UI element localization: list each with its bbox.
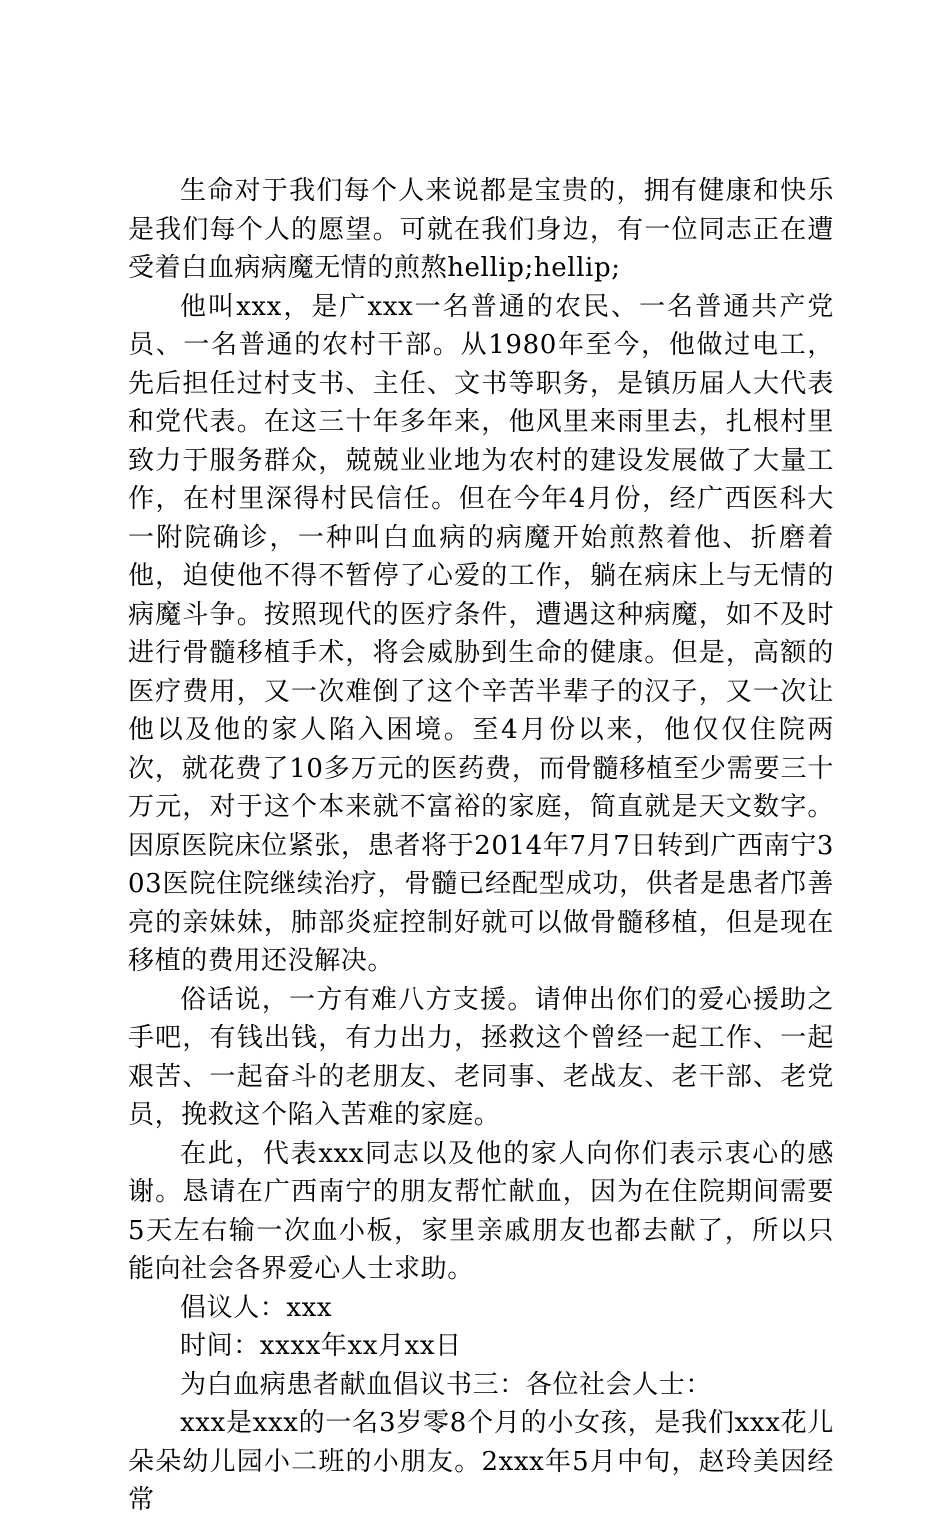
document-body — [128, 172, 834, 1520]
paragraph-intro: 生命对于我们每个人来说都是宝贵的，拥有健康和快乐是我们每个人的愿望。可就在我们身边，有一位同志正在遭受着白血病病魔无情的煎熬hellip;hellip; — [128, 176, 834, 283]
paragraph-patient-story: 他叫xxx，是广xxx一名普通的农民、一名普通共产党员、一名普通的农村干部。从1980年至今，他做过电工，先后担任过村支书、主任、文书等职务，是镇历届人大代表和党代表。在这三十年多年来，他风里来雨里去，扎根村里致力于服务群众，兢兢业业地为农村的建设发展做了大量工作，在村里深得村民信任。但在今年4月份，经广西医科大一附院确诊，一种叫白血病的病魔开始煎熬着他、折磨着他，迫使他不得不暂停了心爱的工作，躺在病床上与无情的病魔斗争。按照现代的医疗条件，遭遇这种病魔，如不及时进行骨髓移植手术，将会威胁到生命的健康。但是，高额的医疗费用，又一次难倒了这个辛苦半辈子的汉子，又一次让他以及他的家人陷入困境。至4月份以来，他仅仅住院两次，就花费了10多万元的医药费，而骨髓移植至少需要三十万元，对于这个本来就不富裕的家庭，简直就是天文数字。因原医院床位紧张，患者将于2014年7月7日转到广西南宁303医院住院继续治疗，骨髓已经配型成功，供者是患者邝善亮的亲妹妹，肺部炎症控制好就可以做骨髓移植，但是现在移植的费用还没解决。 — [128, 291, 834, 976]
initiator-line: 倡议人：xxx — [180, 1292, 333, 1323]
date-line: 时间：xxxx年xx月xx日 — [180, 1331, 462, 1361]
paragraph-second-story: xxx是xxx的一名3岁零8个月的小女孩，是我们xxx花儿朵朵幼儿园小二班的小朋友。2xxx年5月中旬，赵玲美因经常 — [128, 1408, 834, 1515]
paragraph-thanks: 在此，代表xxx同志以及他的家人向你们表示衷心的感谢。恳请在广西南宁的朋友帮忙献血，因为在住院期间需要5天左右输一次血小板，家里亲戚朋友也都去献了，所以只能向社会各界爱心人士求助。 — [128, 1138, 834, 1284]
paragraph-appeal: 俗话说，一方有难八方支援。请伸出你们的爱心援助之手吧，有钱出钱，有力出力，拯救这个曾经一起工作、一起艰苦、一起奋斗的老朋友、老同事、老战友、老干部、老党员，挽救这个陷入苦难的家庭。 — [128, 984, 834, 1130]
section-heading: 为白血病患者献血倡议书三：各位社会人士： — [180, 1369, 713, 1400]
